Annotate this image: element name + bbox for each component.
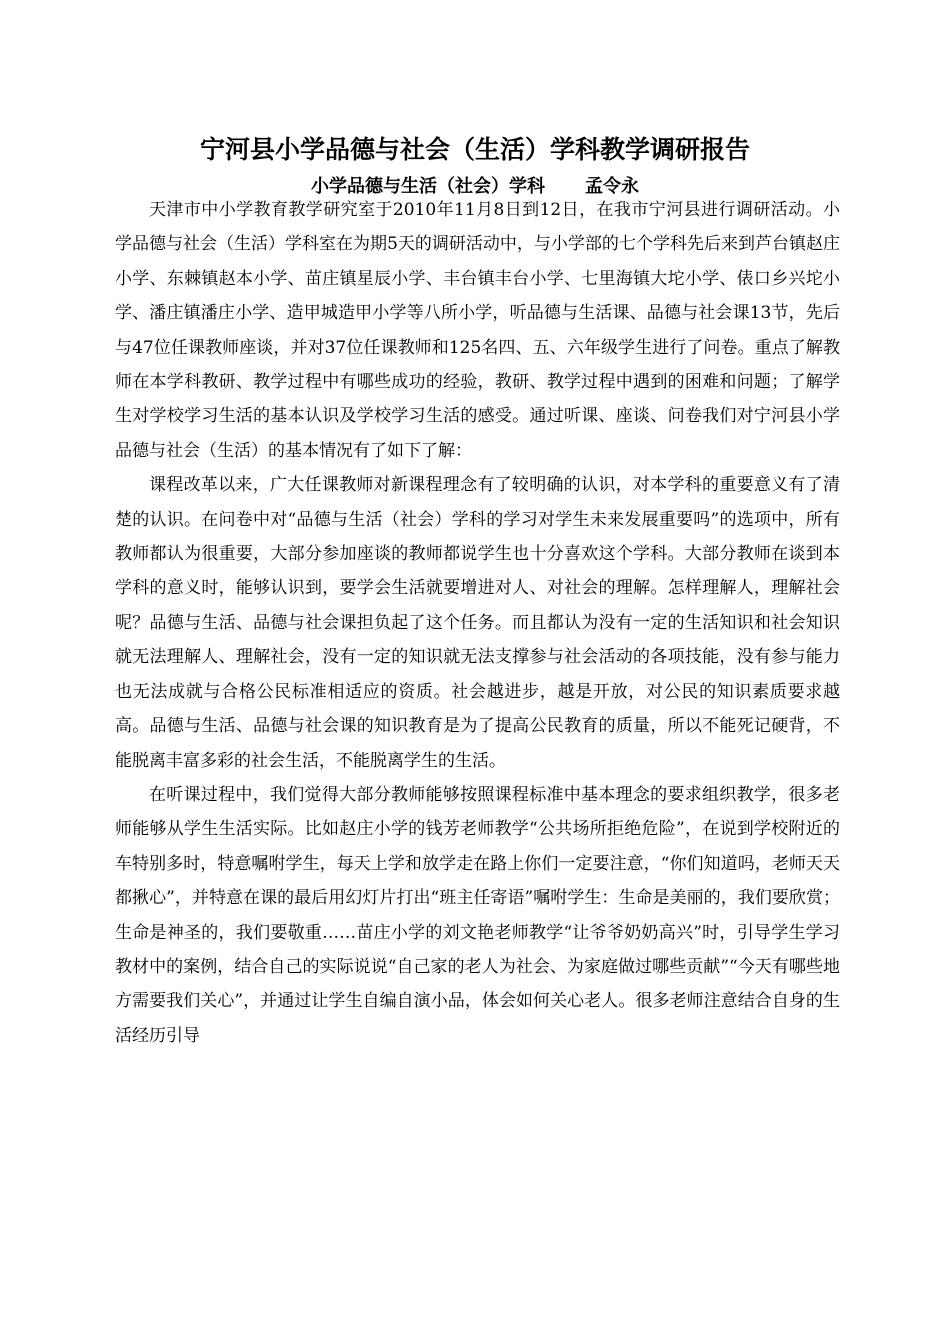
document-title: 宁河县小学品德与社会（生活）学科教学调研报告 xyxy=(199,135,750,164)
document-body xyxy=(115,193,840,1053)
subject-line: 小学品德与生活（社会）学科 xyxy=(311,176,545,197)
paragraph-curriculum-reform: 课程改革以来，广大任课教师对新课程理念有了较明确的认识，对本学科的重要意义有了清楚的认识。在问卷中对“品德与生活（社会）学科的学习对学生未来发展重要吗”的选项中，所有教师都认为很重要，大部分参加座谈的教师都说学生也十分喜欢这个学科。大部分教师在谈到本学科的意义时，能够认识到，要学会生活就要增进对人、对社会的理解。怎样理解人，理解社会呢？品德与生活、品德与社会课担负起了这个任务。而且都认为没有一定的生活知识和社会知识就无法理解人、理解社会，没有一定的知识就无法支撑参与社会活动的各项技能，没有参与能力也无法成就与合格公民标准相适应的资质。社会越进步，越是开放，对公民的知识素质要求越高。品德与生活、品德与社会课的知识教育是为了提高公民教育的质量，所以不能死记硬背，不能脱离丰富多彩的社会生活，不能脱离学生的生活。 xyxy=(115,475,840,771)
author-name: 孟令永 xyxy=(585,176,639,197)
paragraph-intro: 天津市中小学教育教学研究室于2010年11月8日到12日，在我市宁河县进行调研活动。小学品德与社会（生活）学科室在为期5天的调研活动中，与小学部的七个学科先后来到芦台镇赵庄小学、东棘镇赵本小学、苗庄镇星辰小学、丰台镇丰台小学、七里海镇大坨小学、俵口乡兴坨小学、潘庄镇潘庄小学、造甲城造甲小学等八所小学，听品德与生活课、品德与社会课13节，先后与47位任课教师座谈，并对37位任课教师和125名四、五、六年级学生进行了问卷。重点了解教师在本学科教研、教学过程中有哪些成功的经验，教研、教学过程中遇到的困难和问题；了解学生对学校学习生活的基本认识及学校学习生活的感受。通过听课、座谈、问卷我们对宁河县小学品德与社会（生活）的基本情况有了如下了解： xyxy=(115,200,840,461)
paragraph-lesson-observation: 在听课过程中，我们觉得大部分教师能够按照课程标准中基本理念的要求组织教学，很多老师能够从学生生活实际。比如赵庄小学的钱芳老师教学“公共场所拒绝危险”，在说到学校附近的车特别多时，特意嘱咐学生，每天上学和放学走在路上你们一定要注意，“你们知道吗，老师天天都揪心”，并特意在课的最后用幻灯片打出“班主任寄语”嘱咐学生：生命是美丽的，我们要欣赏；生命是神圣的，我们要敬重……苗庄小学的刘文艳老师教学“让爷爷奶奶高兴”时，引导学生学习教材中的案例，结合自己的实际说说“自己家的老人为社会、为家庭做过哪些贡献”“今天有哪些地方需要我们关心”，并通过让学生自编自演小品，体会如何关心老人。很多老师注意结合自身的生活经历引导 xyxy=(115,784,840,1046)
